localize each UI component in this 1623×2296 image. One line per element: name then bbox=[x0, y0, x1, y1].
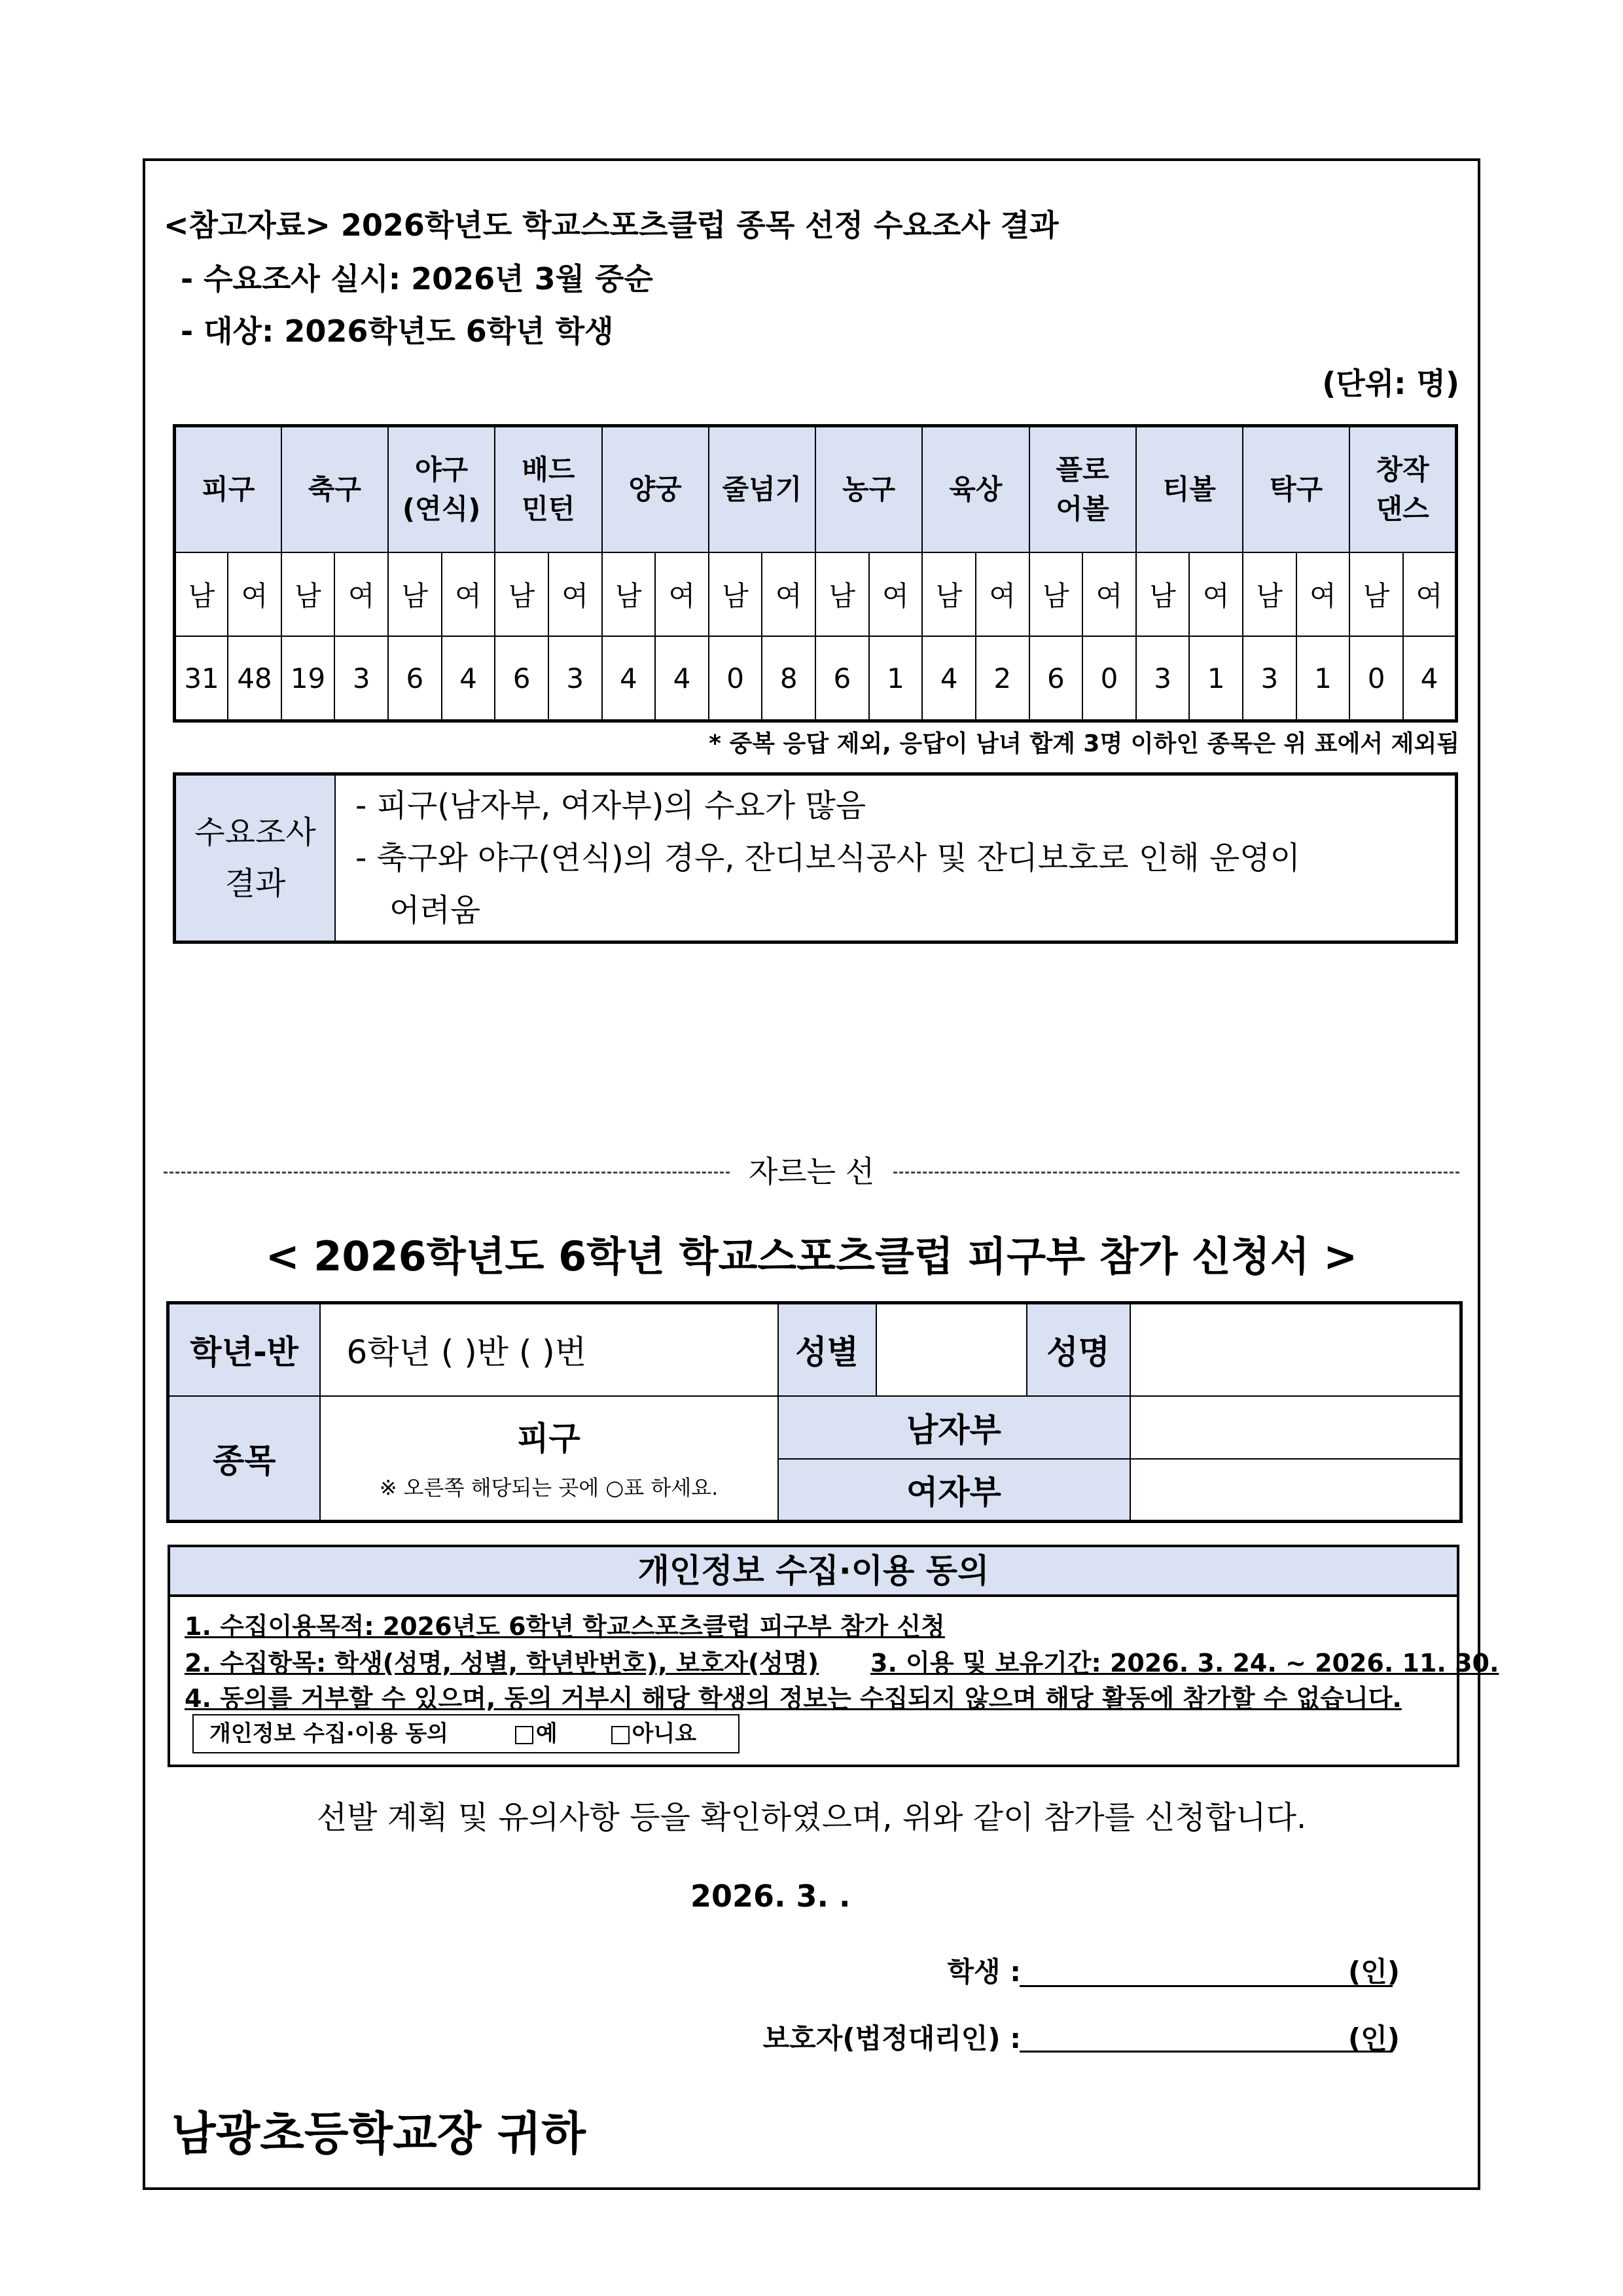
consent-yes-option[interactable] bbox=[515, 1721, 558, 1747]
checkbox-icon[interactable] bbox=[611, 1726, 630, 1744]
male-count: 4 bbox=[602, 636, 656, 721]
female-count: 48 bbox=[228, 636, 281, 721]
male-header: 남 bbox=[281, 552, 335, 636]
female-count: 4 bbox=[1403, 636, 1457, 721]
male-count: 3 bbox=[1243, 636, 1296, 721]
male-count: 6 bbox=[1029, 636, 1083, 721]
guardian-seal: (인) bbox=[1348, 2022, 1400, 2054]
male-header: 남 bbox=[602, 552, 656, 636]
consent-item-period: 3. 이용 및 보유기간: 2026. 3. 24. ~ 2026. 11. 30. bbox=[870, 1649, 1499, 1677]
gender-header-row bbox=[175, 552, 1457, 636]
name-label: 성명 bbox=[1027, 1303, 1130, 1396]
sport-header: 창작 댄스 bbox=[1349, 426, 1456, 553]
male-header: 남 bbox=[388, 552, 442, 636]
count-row bbox=[175, 636, 1457, 721]
result-table bbox=[173, 772, 1458, 944]
event-cell bbox=[320, 1396, 778, 1522]
male-header: 남 bbox=[495, 552, 548, 636]
male-count: 6 bbox=[495, 636, 548, 721]
male-count: 6 bbox=[815, 636, 869, 721]
statement: 선발 계획 및 유의사항 등을 확인하였으며, 위와 같이 참가를 신청합니다. bbox=[316, 1799, 1307, 1836]
reference-title: <참고자료> 2026학년도 학교스포츠클럽 종목 선정 수요조사 결과 bbox=[164, 207, 1059, 243]
consent-choice-box bbox=[192, 1714, 740, 1753]
female-count: 3 bbox=[548, 636, 602, 721]
female-header: 여 bbox=[1296, 552, 1350, 636]
consent-item-purpose: 1. 수집이용목적: 2026년도 6학년 학교스포츠클럽 피구부 참가 신청 bbox=[185, 1612, 945, 1641]
female-header: 여 bbox=[869, 552, 923, 636]
female-header: 여 bbox=[334, 552, 388, 636]
gender-label: 성별 bbox=[778, 1303, 876, 1396]
event-note: ※ 오른쪽 해당되는 곳에 ○표 하세요. bbox=[379, 1475, 719, 1500]
gender-field[interactable] bbox=[876, 1303, 1027, 1396]
form-title: < 2026학년도 6학년 학교스포츠클럽 피구부 참가 신청서 > bbox=[265, 1232, 1358, 1280]
student-label: 학생 : bbox=[947, 1956, 1021, 1988]
grade-class-label: 학년-반 bbox=[168, 1303, 320, 1396]
female-count: 4 bbox=[442, 636, 495, 721]
name-field[interactable] bbox=[1130, 1303, 1461, 1396]
sport-header: 피구 bbox=[175, 426, 281, 553]
addressee: 남광초등학교장 귀하 bbox=[171, 2107, 586, 2161]
female-count: 8 bbox=[762, 636, 815, 721]
survey-note: * 중복 응답 제외, 응답이 남녀 합계 3명 이하인 종목은 위 표에서 제외됨 bbox=[709, 730, 1459, 757]
student-signature-line[interactable] bbox=[1020, 1985, 1393, 1987]
girls-division-label: 여자부 bbox=[778, 1459, 1130, 1522]
result-line: 어려움 bbox=[389, 892, 481, 929]
male-header: 남 bbox=[1349, 552, 1403, 636]
survey-period: - 수요조사 실시: 2026년 3월 중순 bbox=[181, 261, 653, 296]
result-label bbox=[175, 774, 336, 942]
grade-class-field[interactable]: 6학년 ( )반 ( )번 bbox=[320, 1303, 778, 1396]
female-count: 4 bbox=[655, 636, 709, 721]
consent-no-label: 아니요 bbox=[632, 1721, 697, 1747]
female-header: 여 bbox=[1403, 552, 1457, 636]
sport-header: 축구 bbox=[281, 426, 388, 553]
unit-label: (단위: 명) bbox=[1322, 366, 1459, 401]
boys-division-field[interactable] bbox=[1130, 1396, 1461, 1459]
female-count: 1 bbox=[1296, 636, 1350, 721]
cut-line bbox=[164, 1152, 1459, 1191]
female-header: 여 bbox=[1189, 552, 1243, 636]
consent-yes-label: 예 bbox=[535, 1721, 558, 1747]
event-value: 피구 bbox=[517, 1419, 580, 1458]
male-count: 6 bbox=[388, 636, 442, 721]
result-line: - 축구와 야구(연식)의 경우, 잔디보식공사 및 잔디보호로 인해 운영이 bbox=[355, 840, 1301, 876]
female-header: 여 bbox=[228, 552, 281, 636]
female-count: 3 bbox=[334, 636, 388, 721]
sport-header: 티볼 bbox=[1136, 426, 1243, 553]
female-header: 여 bbox=[655, 552, 709, 636]
female-header: 여 bbox=[1082, 552, 1136, 636]
sport-header: 배드 민턴 bbox=[495, 426, 601, 553]
female-header: 여 bbox=[442, 552, 495, 636]
male-header: 남 bbox=[1243, 552, 1296, 636]
sport-header-row bbox=[175, 426, 1457, 553]
female-header: 여 bbox=[976, 552, 1029, 636]
male-count: 0 bbox=[709, 636, 762, 721]
consent-no-option[interactable] bbox=[611, 1721, 697, 1747]
guardian-label: 보호자(법정대리인) : bbox=[762, 2022, 1021, 2054]
consent-choice-label: 개인정보 수집·이용 동의 bbox=[209, 1721, 449, 1747]
female-count: 2 bbox=[976, 636, 1029, 721]
result-line: - 피구(남자부, 여자부)의 수요가 많음 bbox=[355, 787, 866, 824]
boys-division-label: 남자부 bbox=[778, 1396, 1130, 1459]
consent-item-fields: 2. 수집항목: 학생(성명, 성별, 학년반번호), 보호자(성명) bbox=[185, 1649, 819, 1677]
male-count: 19 bbox=[281, 636, 335, 721]
male-header: 남 bbox=[1136, 552, 1190, 636]
male-header: 남 bbox=[922, 552, 976, 636]
checkbox-icon[interactable] bbox=[515, 1726, 533, 1744]
sport-header: 육상 bbox=[922, 426, 1029, 553]
application-table bbox=[166, 1301, 1463, 1523]
sport-header: 농구 bbox=[815, 426, 922, 553]
cut-line-label: 자르는 선 bbox=[748, 1154, 875, 1189]
male-header: 남 bbox=[709, 552, 762, 636]
event-label: 종목 bbox=[168, 1396, 320, 1522]
student-seal: (인) bbox=[1348, 1956, 1400, 1988]
female-count: 0 bbox=[1082, 636, 1136, 721]
survey-target: - 대상: 2026학년도 6학년 학생 bbox=[181, 314, 614, 349]
male-count: 3 bbox=[1136, 636, 1190, 721]
female-header: 여 bbox=[762, 552, 815, 636]
male-count: 4 bbox=[922, 636, 976, 721]
dashed-line-right bbox=[893, 1172, 1459, 1174]
sport-header: 줄넘기 bbox=[709, 426, 815, 553]
sport-header: 양궁 bbox=[602, 426, 709, 553]
consent-item-refusal: 4. 동의를 거부할 수 있으며, 동의 거부시 해당 학생의 정보는 수집되지 않으며 해당 활동에 참가할 수 없습니다. bbox=[185, 1684, 1402, 1713]
survey-table bbox=[173, 424, 1458, 723]
male-header: 남 bbox=[815, 552, 869, 636]
male-header: 남 bbox=[1029, 552, 1083, 636]
sport-header: 플로 어볼 bbox=[1029, 426, 1136, 553]
male-count: 31 bbox=[175, 636, 228, 721]
sport-header: 야구 (연식) bbox=[388, 426, 495, 553]
female-count: 1 bbox=[869, 636, 923, 721]
female-count: 1 bbox=[1189, 636, 1243, 721]
result-label-line1: 수요조사 bbox=[194, 814, 316, 851]
girls-division-field[interactable] bbox=[1130, 1459, 1461, 1522]
male-count: 0 bbox=[1349, 636, 1403, 721]
date: 2026. 3. . bbox=[690, 1878, 851, 1914]
result-label-line2: 결과 bbox=[224, 865, 286, 902]
result-body bbox=[335, 774, 1457, 942]
consent-title: 개인정보 수집·이용 동의 bbox=[170, 1547, 1457, 1597]
guardian-signature-line[interactable] bbox=[1020, 2051, 1393, 2053]
consent-section bbox=[168, 1545, 1499, 1767]
female-header: 여 bbox=[548, 552, 602, 636]
male-header: 남 bbox=[175, 552, 228, 636]
sport-header: 탁구 bbox=[1243, 426, 1349, 553]
